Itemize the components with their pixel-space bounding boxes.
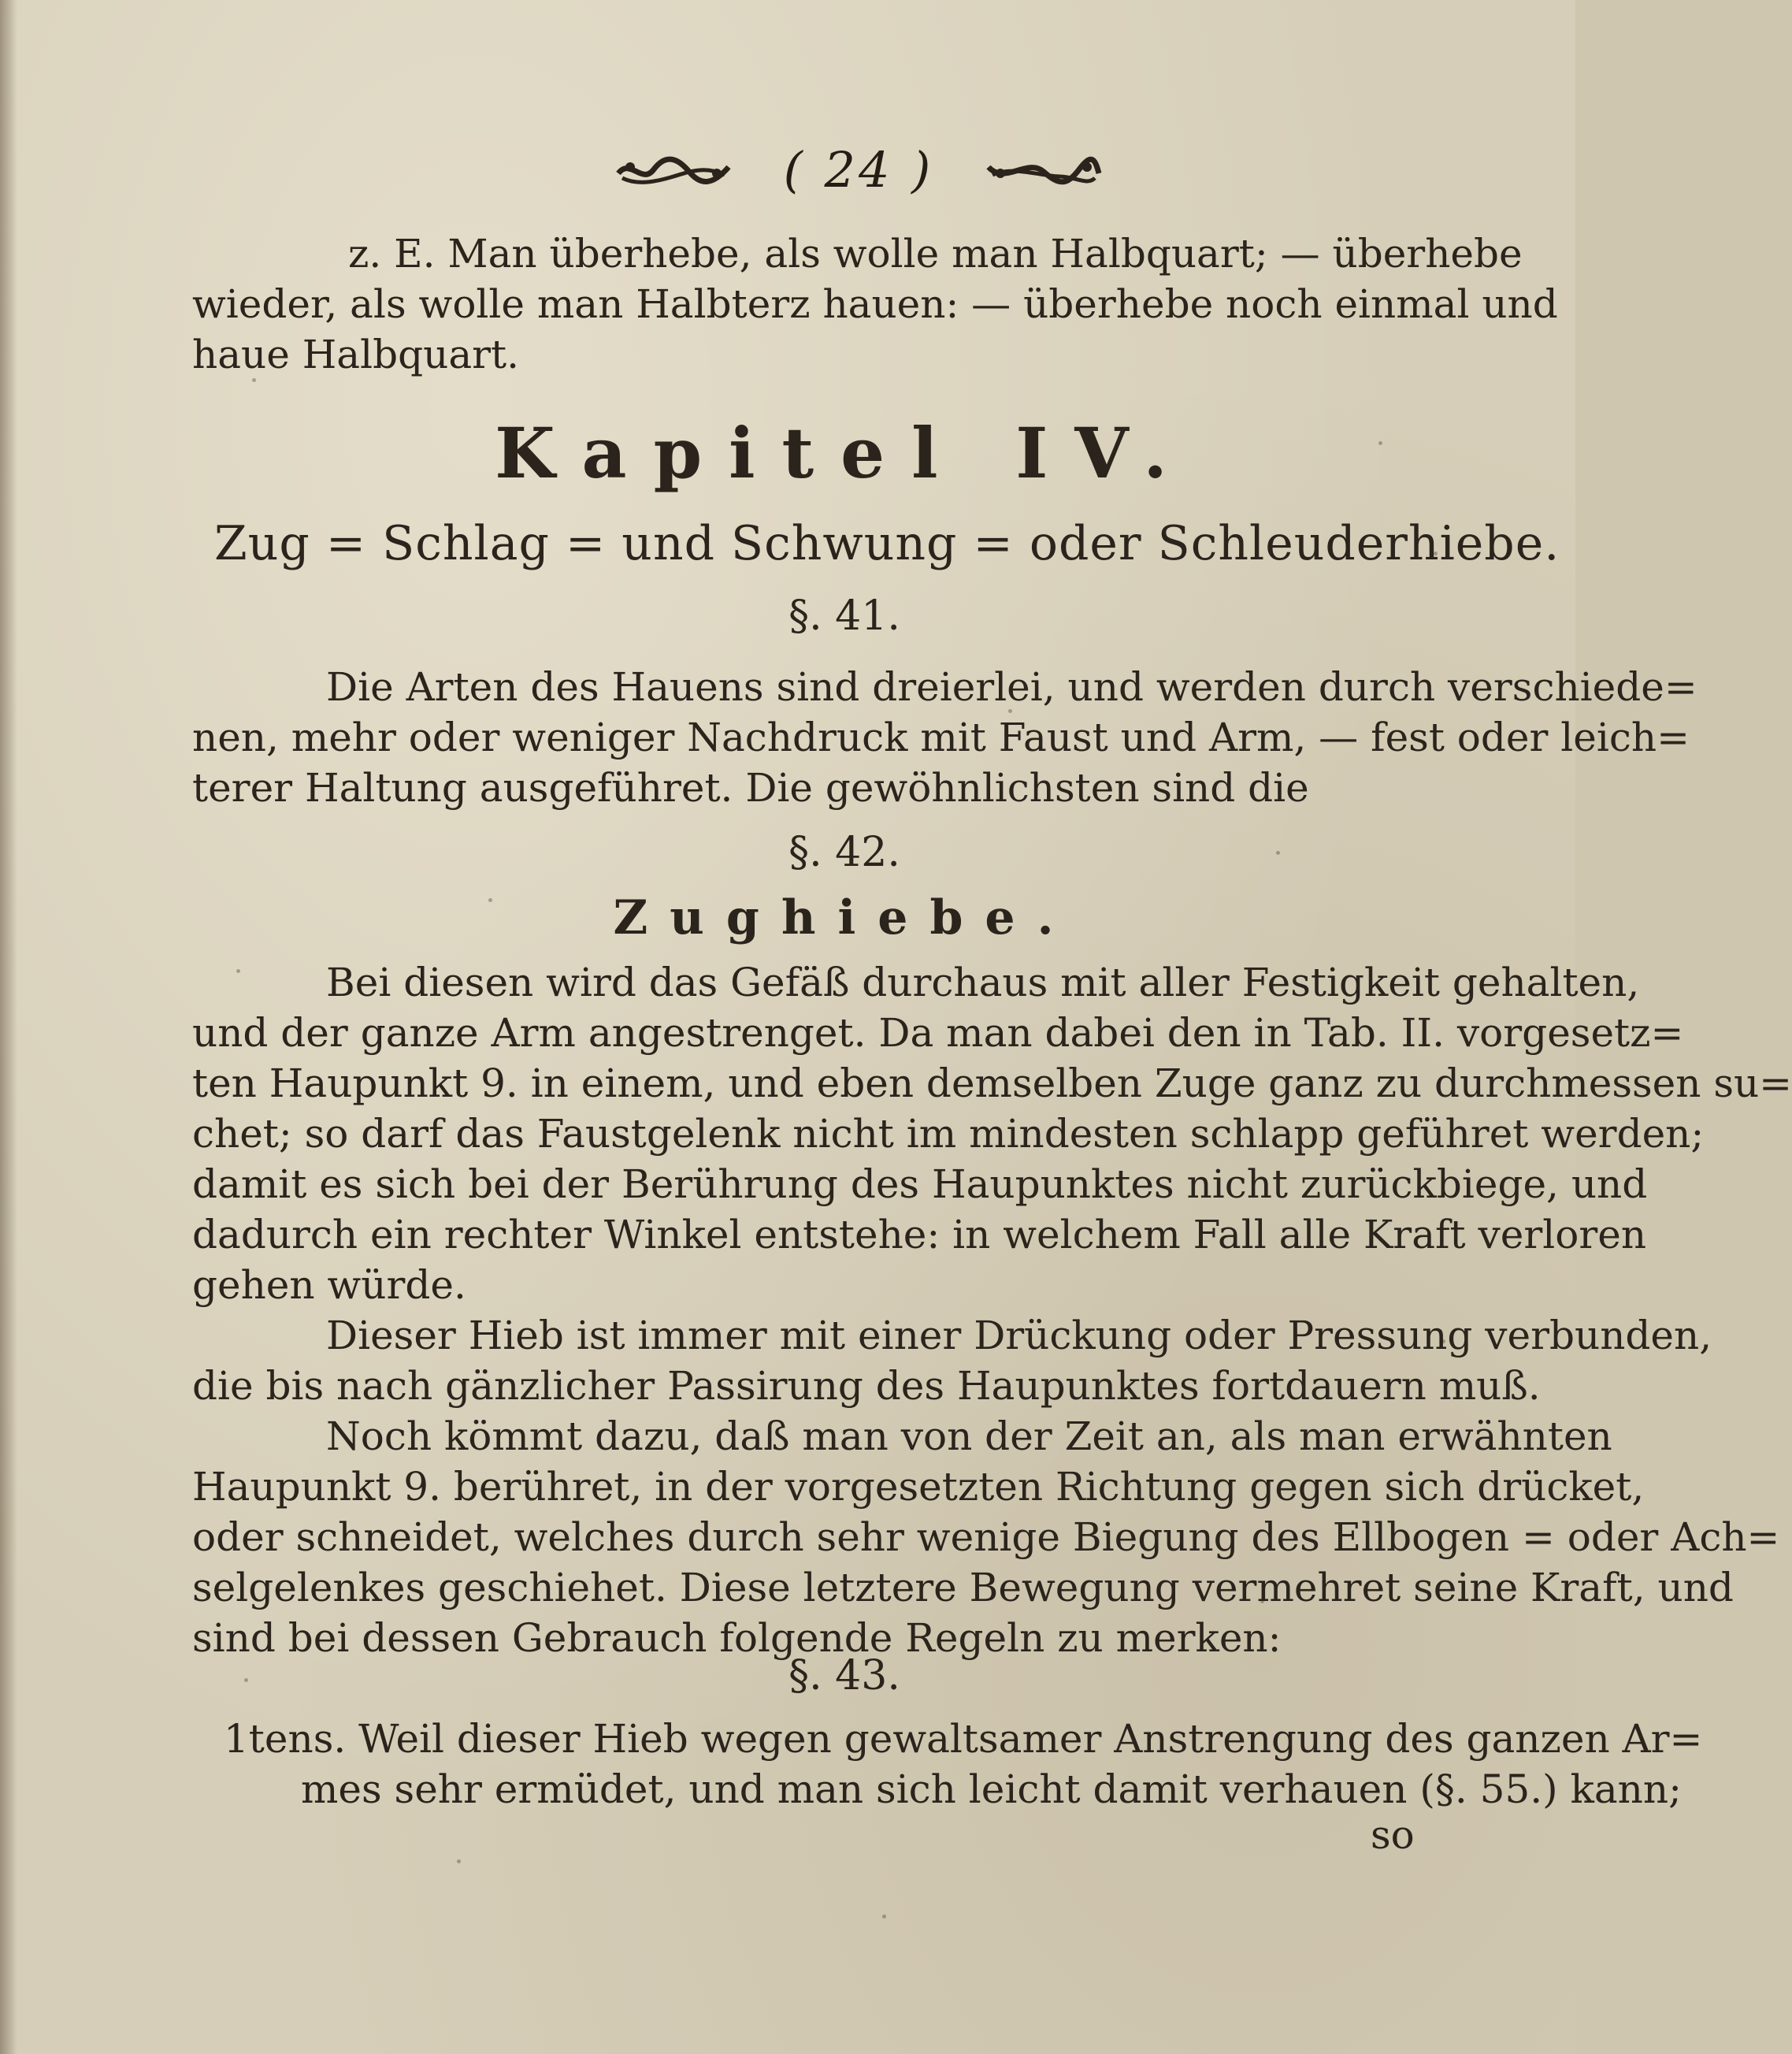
text-line: Bei diesen wird das Gefäß durchaus mit aller Festigkeit gehalten, (326, 960, 1640, 1005)
text-line: nen, mehr oder weniger Nachdruck mit Faust und Arm, — fest oder leich= (192, 715, 1690, 760)
text-line: Dieser Hieb ist immer mit einer Drückung oder Pressung verbunden, (326, 1313, 1712, 1358)
chapter-title: Kapitel IV. (495, 412, 1194, 494)
text-line: damit es sich bei der Berührung des Haupunktes nicht zurückbiege, und (192, 1161, 1648, 1207)
text-line: selgelenkes geschiehet. Diese letztere Bewegung vermehret seine Kraft, und (192, 1565, 1734, 1610)
text-line: chet; so darf das Faustgelenk nicht im mindesten schlapp geführet werden; (192, 1111, 1705, 1157)
text-line: dadurch ein rechter Winkel entstehe: in welchem Fall alle Kraft verloren (192, 1212, 1647, 1257)
scroll-ornament-left-icon (614, 150, 733, 189)
scroll-ornament-right-icon (985, 150, 1103, 189)
text-line: terer Haltung ausgeführet. Die gewöhnlichsten sind die (192, 765, 1309, 811)
text-line: z. E. Man überhebe, als wolle man Halbquart; — überhebe (348, 231, 1523, 277)
text-line: Haupunkt 9. berühret, in der vorgesetzten Richtung gegen sich drücket, (192, 1464, 1645, 1510)
text-line: Noch kömmt dazu, daß man von der Zeit an, als man erwähnten (326, 1413, 1612, 1459)
text-line: ten Haupunkt 9. in einem, und eben demselben Zuge ganz zu durchmessen su= (192, 1060, 1792, 1106)
section-mark: §. 41. (788, 592, 900, 640)
text-line: Die Arten des Hauens sind dreierlei, und werden durch verschiede= (326, 664, 1697, 710)
running-head (614, 134, 1103, 205)
text-line: oder schneidet, welches durch sehr wenige Biegung des Ellbogen = oder Ach= (192, 1514, 1780, 1560)
page-number: ( 24 ) (783, 140, 934, 199)
section-mark: §. 42. (788, 829, 900, 876)
text-line: haue Halbquart. (192, 332, 520, 377)
text-line: gehen würde. (192, 1262, 466, 1308)
text-line: die bis nach gänzlicher Passirung des Haupunktes fortdauern muß. (192, 1363, 1541, 1409)
section-heading: Zughiebe. (613, 890, 1076, 945)
text-line: und der ganze Arm angestrenget. Da man dabei den in Tab. II. vorgesetz= (192, 1010, 1684, 1056)
section-mark: §. 43. (788, 1652, 900, 1699)
text-line: mes sehr ermüdet, und man sich leicht damit verhauen (§. 55.) kann; (301, 1766, 1682, 1812)
text-line: wieder, als wolle man Halbterz hauen: — überhebe noch einmal und (192, 281, 1558, 327)
text-line: 1tens. Weil dieser Hieb wegen gewaltsamer Anstrengung des ganzen Ar= (224, 1716, 1703, 1762)
page-gutter-shadow (0, 0, 17, 2054)
chapter-subtitle: Zug = Schlag = und Schwung = oder Schleuderhiebe. (214, 516, 1560, 571)
text-line: sind bei dessen Gebrauch folgende Regeln zu merken: (192, 1615, 1282, 1661)
catchword: so (1371, 1812, 1415, 1858)
